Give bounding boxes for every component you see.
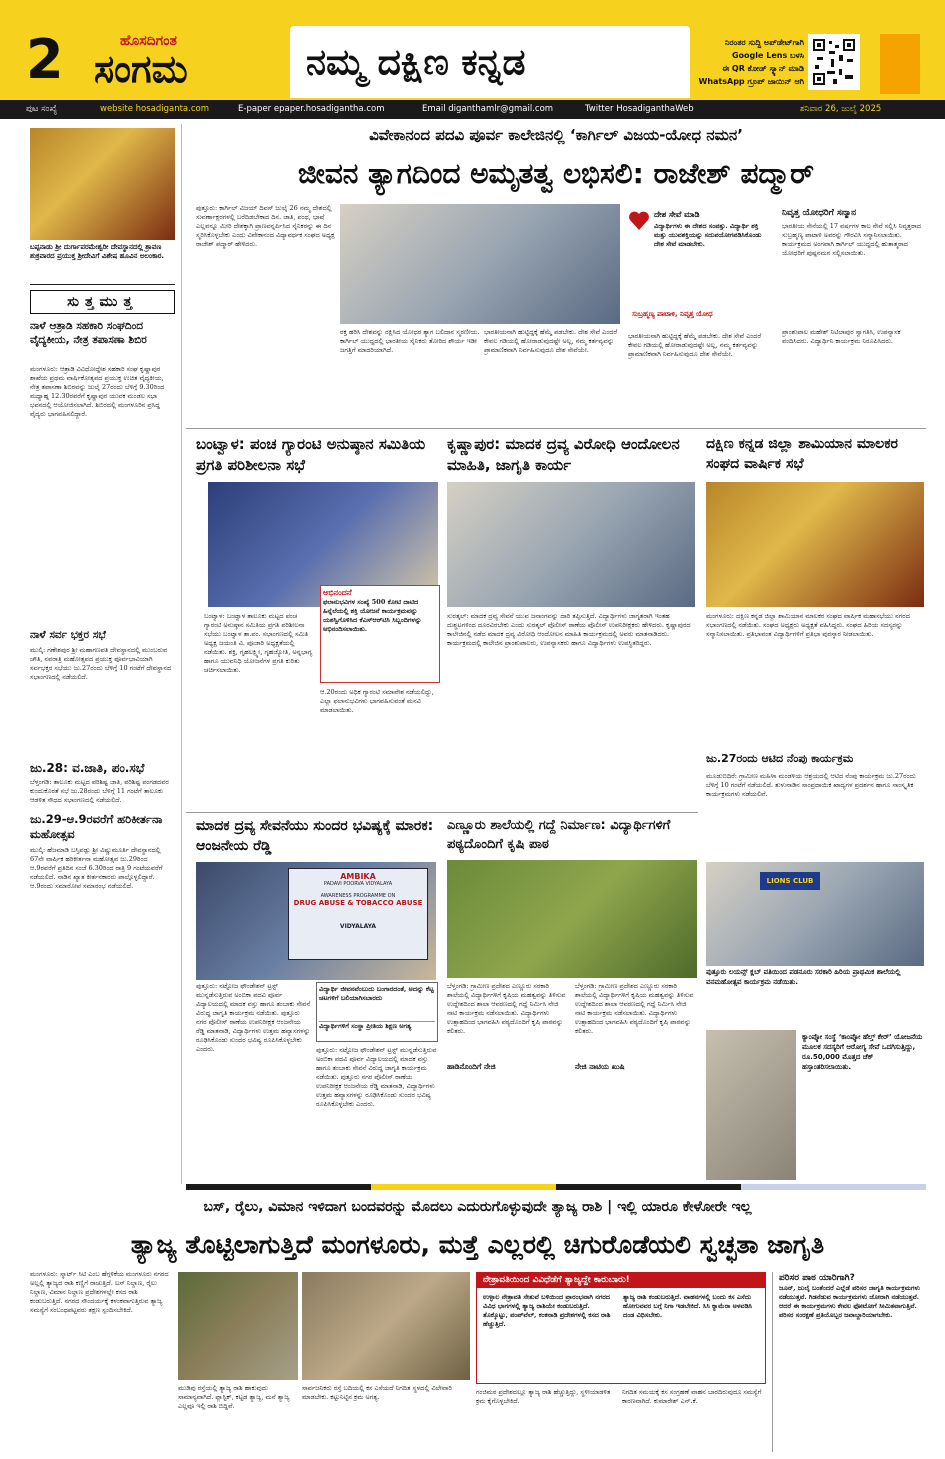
krishnapura-photo xyxy=(447,482,695,607)
brief-3-title: ಜು.28: ವ.ಜಾತಿ, ಪಂ.ಸಭೆ xyxy=(30,761,145,775)
lead-headline: ಜೀವನ ತ್ಯಾಗದಿಂದ ಅಮೃತತ್ವ ಲಭಿಸಲಿ: ರಾಜೇಶ್ ಪದ್ಮಾರ್ xyxy=(297,157,815,190)
epaper-link[interactable]: E-paper epaper.hosadigantha.com xyxy=(238,104,385,114)
banner-main: DRUG ABUSE & TOBACCO ABUSE xyxy=(293,899,423,907)
bottom-inset-body-1: ಉಳ್ಳಾಲ ನೇತ್ರಾವತಿ ಸೇತುವೆ ಬಳಿಯಿಂದ ಪ್ರಾರಂಭವಾಗಿ ನಗರದ ವಿವಿಧ ಭಾಗಗಳಲ್ಲಿ ತ್ಯಾಜ್ಯ ರಾಶಿಯೇ ಕಂಡುಬರುತ್ತಿದೆ. ತೊಕ್ಕೊಟ್ಟು, ಪಂಪ್‌ವೆಲ್, ಕಂಕನಾಡಿ ಪ್ರದೇಶಗಳಲ್ಲಿ ಕಸದ ರಾಶಿ ಹೆಚ್ಚುತ್ತಿದೆ. xyxy=(483,1293,611,1328)
qr-text-4: WhatsApp ಗ್ರೂಪ್ ಜಾಯಿನ್ ಆಗಿ xyxy=(698,77,804,86)
bottom-body-2: ಮುಡಿಪು ರಸ್ತೆಯಲ್ಲಿ ತ್ಯಾಜ್ಯ ರಾಶಿ ಹಾಕುವುದು ಸಾಮಾನ್ಯವಾಗಿದೆ. ಪ್ಲಾಸ್ಟಿಕ್, ಕಟ್ಟಡ ತ್ಯಾಜ್ಯ, ಮನೆ ತ್ಯಾಜ್ಯ ಎಲ್ಲವೂ ಇಲ್ಲಿ ರಾಶಿ ಬಿದ್ದಿವೆ. xyxy=(178,1384,290,1410)
brief-2-title: ನಾಳೆ ಸರ್ವ ಭಕ್ತರ ಸಭೆ xyxy=(30,629,106,641)
lead-inset xyxy=(628,208,768,328)
shamiyana-body: ಮಂಗಳೂರು: ದಕ್ಷಿಣ ಕನ್ನಡ ಜಿಲ್ಲಾ ಶಾಮಿಯಾನ ಮಾಲಕರ ಸಂಘದ ವಾರ್ಷಿಕ ಮಹಾಸಭೆಯು ನಗರದ ಸಭಾಂಗಣದಲ್ಲಿ ನಡೆಯಿತು. ಸಂಘದ ಅಧ್ಯಕ್ಷರು ಅಧ್ಯಕ್ಷತೆ ವಹಿಸಿದ್ದರು. ಸಂಘದ ಹಿರಿಯ ಸದಸ್ಯರನ್ನು ಸನ್ಮಾನಿಸಲಾಯಿತು. ಪ್ರತಿಭಾವಂತ ವಿದ್ಯಾರ್ಥಿಗಳಿಗೆ ಪ್ರತಿಭಾ ಪುರಸ್ಕಾರ ನೀಡಲಾಯಿತು. xyxy=(706,612,910,638)
region-title: ನಮ್ಮ ದಕ್ಷಿಣ ಕನ್ನಡ xyxy=(306,42,526,83)
page-number: 2 xyxy=(26,28,64,91)
banner-small: AWARENESS PROGRAMME ON xyxy=(320,893,396,899)
waste-photo-1 xyxy=(178,1272,298,1380)
lead-side-body-2: ಪ್ರಾಂಶುಪಾಲ ಮಹೇಶ್ ನಿಟಿಲಾಪುರ ಸ್ವಾಗತಿಸಿ, ಉಪನ್ಯಾಸಕ ವಂದಿಸಿದರು. ವಿದ್ಯಾರ್ಥಿನಿ ಕಾರ್ಯಕ್ರಮ ನಿರೂಪಿಸಿದರು. xyxy=(782,328,901,345)
lead-photo xyxy=(340,204,620,324)
drug-body: ಪುತ್ತೂರು: ನಟ್ಟೋಜ ಫೌಂಡೇಶನ್ ಟ್ರಸ್ಟ್ ಮುನ್ನಡೆಸುತ್ತಿರುವ ಅಂಬಿಕಾ ಪದವಿ ಪೂರ್ವ ವಿದ್ಯಾಲಯದಲ್ಲಿ ಮಾದಕ ವಸ್ತು ಹಾಗೂ ತಂಬಾಕು ಸೇವನೆ ವಿರುದ್ಧ ಜಾಗೃತಿ ಕಾರ್ಯಕ್ರಮ ನಡೆಯಿತು. ಪುತ್ತೂರು ನಗರ ಪೊಲೀಸ್ ಠಾಣೆಯ ಉಪನಿರೀಕ್ಷಕ ಆಂಜನೇಯ ರೆಡ್ಡಿ ಮಾತನಾಡಿ, ವಿದ್ಯಾರ್ಥಿಗಳು ಉತ್ತಮ ಹವ್ಯಾಸಗಳನ್ನು ರೂಢಿಸಿಕೊಂಡು ಸುಂದರ ಭವಿಷ್ಯ ರೂಪಿಸಿಕೊಳ್ಳಬೇಕು ಎಂದರು. xyxy=(196,982,311,1053)
qr-text-1: ನಿರಂತರ ಸುದ್ದಿ ಅಪ್‌ಡೇಟ್‌ಗಾಗಿ xyxy=(724,38,804,47)
bottom-side xyxy=(772,1272,925,1452)
bottom-inset xyxy=(476,1272,766,1384)
qr-code-icon[interactable] xyxy=(808,34,860,90)
bottom-side-title: ಪರಿಸರ ಪಾಠ ಯಾರಿಗಾಗಿ? xyxy=(779,1273,855,1283)
shamiyana-photo xyxy=(706,482,924,607)
lead-inset-title: ದೇಶ ಸೇವೆ ಮಾಡಿ xyxy=(654,210,700,219)
drug-bullet-2: ವಿದ್ಯಾರ್ಥಿಗಳಿಗೆ ಸಂಸ್ಥಾ ಪ್ರೀತಿಯ ಶಿಕ್ಷಣ ಅಗತ್ಯ xyxy=(319,1021,435,1039)
website-link[interactable]: website hosadiganta.com xyxy=(100,104,210,114)
bantwal-title: ಬಂಟ್ವಾಳ: ಪಂಚ ಗ್ಯಾರಂಟಿ ಅನುಷ್ಠಾನ ಸಮಿತಿಯ ಪ್ರಗತಿ ಪರಿಶೀಲನಾ ಸಭೆ xyxy=(196,435,426,474)
column-divider xyxy=(181,124,182,1184)
temple-photo-caption: ಬಪ್ಪನಾಡು ಶ್ರೀ ದುರ್ಗಾಪರಮೇಶ್ವರೀ ದೇವಸ್ಥಾನದಲ್ಲಿ ಶ್ರಾವಣ ಶುಕ್ರವಾರದ ಪ್ರಯುಕ್ತ ಶ್ರೀದೇವಿಗೆ ವಿಶೇಷ ಹೂವಿನ ಅಲಂಕಾರ. xyxy=(30,243,165,260)
divider xyxy=(30,284,175,285)
ennur-body-2: ಬೆಳ್ತಂಗಡಿ: ಗ್ರಾಮೀಣ ಪ್ರದೇಶದ ಎಣ್ಣೂರು ಸರಕಾರಿ ಶಾಲೆಯಲ್ಲಿ ವಿದ್ಯಾರ್ಥಿಗಳಿಗೆ ಕೃಷಿಯ ಮಹತ್ವವನ್ನು ತಿಳಿಸುವ ಉದ್ದೇಶದಿಂದ ಶಾಲಾ ಆವರಣದಲ್ಲಿ ಗದ್ದೆ ನಿರ್ಮಿಸಿ ನೇಜಿ ನಾಟಿ ಕಾರ್ಯಕ್ರಮ ನಡೆಸಲಾಯಿತು. ವಿದ್ಯಾರ್ಥಿಗಳು ಉತ್ಸಾಹದಿಂದ ಭಾಗವಹಿಸಿ ಪಠ್ಯದೊಂದಿಗೆ ಕೃಷಿ ಪಾಠವನ್ನು ಕಲಿತರು. xyxy=(575,982,694,1035)
banner-foot: VIDYALAYA xyxy=(339,923,377,930)
shamiyana-sub-title: ಜು.27ರಂದು ಆಟಿದ ನೆಂಪು ಕಾರ್ಯಕ್ರಮ xyxy=(706,752,854,765)
issue-date: ಶನಿವಾರ 26, ಜುಲೈ 2025 xyxy=(800,104,882,114)
brand-name: ಹೊಸದಿಗಂತ xyxy=(120,33,177,49)
shamiyana-sub-body: ಮೂಡುಬಿದಿರೆ: ಗ್ರಾಮೀಣ ಮಹಿಳಾ ಮಂಡಳಿಯ ಆಶ್ರಯದಲ್ಲಿ ಆಟಿದ ನೆಂಪು ಕಾರ್ಯಕ್ರಮ ಜು.27ರಂದು ಬೆಳಿಗ್ಗೆ 10 ಗಂಟೆಗೆ ನಡೆಯಲಿದೆ. ತುಳುನಾಡಿನ ಸಾಂಪ್ರದಾಯಿಕ ಖಾದ್ಯಗಳ ಪ್ರದರ್ಶನ ಹಾಗೂ ಸಾಂಸ್ಕೃತಿಕ ಕಾರ್ಯಕ್ರಮಗಳು ನಡೆಯಲಿವೆ. xyxy=(706,772,916,798)
bottom-body-5: ನಿಗದಿತ ಸಮಯಕ್ಕೆ ಕಸ ಸಂಗ್ರಹಣೆ ವಾಹನ ಬಾರದಿರುವುದೂ ಸಮಸ್ಯೆಗೆ ಕಾರಣವಾಗಿದೆ. ಕುಮಾರೇಶ್ ಎನ್.ಕೆ. xyxy=(622,1388,762,1405)
bottom-side-body: ಜೂನ್, ಜುಲೈ ಬಂತೆಂದರೆ ಎಲ್ಲೆಡೆ ಪರಿಸರ ಜಾಗೃತಿ ಕಾರ್ಯಕ್ರಮಗಳು ನಡೆಯುತ್ತವೆ. ಗಿಡನೆಡುವ ಕಾರ್ಯಕ್ರಮಗಳು ಜೋರಾಗಿ ನಡೆಯುತ್ತವೆ. ಆದರೆ ಈ ಕಾರ್ಯಕ್ರಮಗಳು ಕೇವಲ ಫೋಟೋಗೆ ಸೀಮಿತವಾಗುತ್ತಿವೆ. ಪರಿಸರ ಸಂರಕ್ಷಣೆ ಪ್ರತಿಯೊಬ್ಬರ ಜವಾಬ್ದಾರಿಯಾಗಬೇಕು. xyxy=(779,1284,920,1319)
lead-inset-body: ವಿದ್ಯಾರ್ಥಿಗಳು ಈ ದೇಶದ ಸಂಪತ್ತು. ವಿದ್ಯಾರ್ಥಿ ಶಕ್ತಿ ಮತ್ತು ಯುವಶಕ್ತಿಯನ್ನು ಸದುಪಯೋಗಪಡಿಸಿಕೊಂಡು ದೇಶ ಸೇವೆ ಮಾಡಬೇಕು. xyxy=(654,222,762,248)
bottom-inset-title: ನೇತ್ರಾವತಿಯಿಂದ ವಿವಿಧೆಡೆಗೆ ತ್ಯಾಜ್ಯದ್ದೇ ಕಾರುಬಾರು! xyxy=(477,1273,765,1288)
bottom-body-4: ಗಂಜಿಮಠ ಪ್ರದೇಶದಲ್ಲೂ ತ್ಯಾಜ್ಯ ರಾಶಿ ಹೆಚ್ಚುತ್ತಿದ್ದು, ಸ್ಥಳೀಯಾಡಳಿತ ಕ್ರಮ ಕೈಗೊಳ್ಳಬೇಕಿದೆ. xyxy=(476,1388,611,1405)
krishnapura-body: ಸುರತ್ಕಲ್: ಮಾದಕ ದ್ರವ್ಯ ಸೇವನೆ ಯುವ ಜನಾಂಗವನ್ನು ದಾರಿ ತಪ್ಪಿಸುತ್ತಿದೆ. ವಿದ್ಯಾರ್ಥಿಗಳು ಜಾಗೃತರಾಗಿ ಇಂತಹ ದುಶ್ಚಟಗಳಿಂದ ದೂರವಿರಬೇಕು ಎಂದು ಸುರತ್ಕಲ್ ಪೊಲೀಸ್ ಠಾಣೆಯ ಪೊಲೀಸ್ ಉಪನಿರೀಕ್ಷಕರು ಹೇಳಿದರು. ಕೃಷ್ಣಾಪುರದ ಕಾಲೇಜಿನಲ್ಲಿ ನಡೆದ ಮಾದಕ ದ್ರವ್ಯ ವಿರೋಧಿ ಆಂದೋಲನ ಮಾಹಿತಿ ಕಾರ್ಯಕ್ರಮದಲ್ಲಿ ಅವರು ಮಾತನಾಡಿದರು. ಕಾರ್ಯಕ್ರಮದಲ್ಲಿ ಕಾಲೇಜಿನ ಪ್ರಾಂಶುಪಾಲರು, ಉಪನ್ಯಾಸಕರು ಹಾಗೂ ವಿದ್ಯಾರ್ಥಿಗಳು ಉಪಸ್ಥಿತರಿದ್ದರು. xyxy=(447,612,691,647)
ennur-photo xyxy=(447,860,697,978)
lead-body-3b: ಭಾರತೀಯನಾಗಿ ಹುಟ್ಟಿದ್ದಕ್ಕೆ ಹೆಮ್ಮೆ ಪಡಬೇಕು. ದೇಶ ಸೇವೆ ಎಂದರೆ ಕೇವಲ ಗಡಿಯಲ್ಲಿ ಹೋರಾಡುವುದಷ್ಟೇ ಅಲ್ಲ, ನಮ್ಮ ಕರ್ತವ್ಯವನ್ನು ಪ್ರಾಮಾಣಿಕವಾಗಿ ನಿರ್ವಹಿಸುವುದೂ ದೇಶ ಸೇವೆಯೇ. xyxy=(628,332,762,358)
banner-sub: PADAVI POORVA VIDYALAYA xyxy=(323,881,393,887)
lead-body-2: ರಕ್ತ ಹರಿಸಿ ದೇಶವನ್ನು ರಕ್ಷಿಸಿದ ಯೋಧರ ತ್ಯಾಗ ಬಲಿದಾನ ಸ್ಮರಣೀಯ. ಕಾರ್ಗಿಲ್ ಯುದ್ಧದಲ್ಲಿ ಭಾರತೀಯ ಸೈನಿಕರು ತೋರಿದ ಶೌರ್ಯ ಇಡೀ ಜಗತ್ತಿಗೆ ಮಾದರಿಯಾಗಿದೆ. xyxy=(340,328,480,354)
qr-text-block xyxy=(692,36,804,88)
heart-icon xyxy=(628,210,650,232)
lead-side-body: ಭಾರತೀಯ ಸೇನೆಯಲ್ಲಿ 17 ವರ್ಷಗಳ ಕಾಲ ಸೇವೆ ಸಲ್ಲಿಸಿ ನಿವೃತ್ತರಾದ ಸುಬ್ರಹ್ಮಣ್ಯ ಪಾಟಾಳಿ ಅವರನ್ನು ಗೌರವಿಸಿ ಸನ್ಮಾನಿಸಲಾಯಿತು. ಕಾರ್ಯಕ್ರಮದ ಅಂಗವಾಗಿ ಕಾರ್ಗಿಲ್ ಯುದ್ಧದಲ್ಲಿ ಹುತಾತ್ಮರಾದ ಯೋಧರಿಗೆ ಪುಷ್ಪನಮನ ಸಲ್ಲಿಸಲಾಯಿತು. xyxy=(782,222,922,257)
lead-body-1: ಪುತ್ತೂರು: ಕಾರ್ಗಿಲ್ ವಿಜಯ್ ದಿವಸ್ ಜುಲೈ 26 ನಮ್ಮ ದೇಶದಲ್ಲಿ ಸುವರ್ಣಾಕ್ಷರಗಳಲ್ಲಿ ಬರೆದಿಡಬೇಕಾದ ದಿನ. ಜಾತಿ, ಪಂಥ, ಭಾಷೆ ಎಲ್ಲವನ್ನೂ ಮೀರಿ ದೇಶಕ್ಕಾಗಿ ಪ್ರಾಣವನ್ನರ್ಪಿಸಿದ ಸೈನಿಕರನ್ನು ಈ ದಿನ ಸ್ಮರಿಸಿಕೊಳ್ಳಬೇಕು ಎಂದು ವಿವೇಕಾನಂದ ವಿದ್ಯಾವರ್ಧಕ ಸಂಘದ ಅಧ್ಯಕ್ಷ ರಾಜೇಶ್ ಪದ್ಮಾರ್ ಹೇಳಿದರು. xyxy=(196,204,335,248)
supplement-title: ಸಂಗಮ xyxy=(94,47,188,91)
lions-banner: LIONS CLUB xyxy=(760,872,820,890)
drug-bullets xyxy=(316,982,438,1042)
qr-text-3: ಈ QR ಕೋಡ್ ಸ್ಕ್ಯಾನ್ ಮಾಡಿ xyxy=(722,64,804,73)
waste-photo-2 xyxy=(302,1272,470,1380)
page-count-label: ಪುಟ ಸಂಖ್ಯೆ xyxy=(26,104,58,114)
bottom-inset-body-2: ತ್ಯಾಜ್ಯ ರಾಶಿ ಕಂಡುಬರುತ್ತಿದೆ. ವಾಹನಗಳಲ್ಲಿ ಬಂದು ಕಸ ಎಸೆದು ಹೋಗುವವರ ಬಗ್ಗೆ ನಿಗಾ ಇಡಬೇಕಿದೆ. ಸಿಸಿ ಕ್ಯಾಮೆರಾ ಅಳವಡಿಸಿ ದಂಡ ವಿಧಿಸಬೇಕು. xyxy=(623,1293,753,1319)
info-bar xyxy=(0,100,945,119)
lead-inset-author: ಸುಬ್ರಹ್ಮಣ್ಯ ಪಾಟಾಳಿ, ನಿವೃತ್ತ ಯೋಧ xyxy=(632,310,713,318)
brief-1-body: ಮಂಗಳೂರು: ಆತ್ರಾಡಿ ವಿವಿಧೋದ್ದೇಶ ಸಹಕಾರಿ ಸಂಘ ಕೃಷ್ಣಾಪುರ ಶಾಖೆಯ ಪ್ರಥಮ ವಾರ್ಷಿಕೋತ್ಸವದ ಪ್ರಯುಕ್ತ ಉಚಿತ ವೈದ್ಯಕೀಯ, ನೇತ್ರ ತಪಾಸಣಾ ಶಿಬಿರವನ್ನು ಜುಲೈ 27ರಂದು ಬೆಳಿಗ್ಗೆ 9.30ರಿಂದ ಮಧ್ಯಾಹ್ನ 12.30ರವರೆಗೆ ಕೃಷ್ಣಾಪುರ ಯುವಕ ಮಂಡಲ ಸಭಾ ಭವನದಲ್ಲಿ ಆಯೋಜಿಸಲಾಗಿದೆ. ಶಿಬಿರದಲ್ಲಿ ಮಂಗಳೂರಿನ ಪ್ರಸಿದ್ಧ ವೈದ್ಯರು ಭಾಗವಹಿಸಲಿದ್ದಾರೆ. xyxy=(30,365,165,418)
banner-name: AMBIKA xyxy=(340,872,376,881)
bantwal-body-2: ಆ.20ರಂದು ಅಧಿಕ ಗ್ಯಾರಂಟಿ ಸಮಾವೇಶ ನಡೆಯಲಿದ್ದು, ಎಲ್ಲಾ ಫಲಾನುಭವಿಗಳು ಭಾಗವಹಿಸುವಂತೆ ಮನವಿ ಮಾಡಲಾಯಿತು. xyxy=(320,688,434,714)
masthead-accent-block xyxy=(880,34,920,94)
krishnapura-title: ಕೃಷ್ಣಾಪುರ: ಮಾದಕ ದ್ರವ್ಯ ವಿರೋಧಿ ಆಂದೋಲನ ಮಾಹಿತಿ, ಜಾಗೃತಿ ಕಾರ್ಯ xyxy=(447,435,680,474)
bantwal-inset-title: ಅಭಿನಂದನೆ xyxy=(323,588,352,597)
lions-caption: ಪುತ್ತೂರು ಲಯನ್ಸ್ ಕ್ಲಬ್ ವತಿಯಿಂದ ಪಡನೂರು ಸರಕಾರಿ ಹಿರಿಯ ಪ್ರಾಥಮಿಕ ಶಾಲೆಯಲ್ಲಿ ವನಮಹೋತ್ಸವ ಕಾರ್ಯಕ್ರಮ ನಡೆಯಿತು. xyxy=(706,968,901,986)
twitter-link[interactable]: Twitter HosadiganthaWeb xyxy=(585,104,694,114)
qr-text-2: Google Lens ಬಳಸಿ xyxy=(731,51,804,60)
brief-3-body: ಬೆಳ್ತಂಗಡಿ: ತಾಲೂಕು ಮಟ್ಟದ ಪರಿಶಿಷ್ಟ ಜಾತಿ, ಪರಿಶಿಷ್ಟ ಪಂಗಡದವರ ಕುಂದುಕೊರತೆ ಸಭೆ ಜು.28ರಂದು ಬೆಳಿಗ್ಗೆ 11 ಗಂಟೆಗೆ ತಾಲೂಕು ಆಡಳಿತ ಸೌಧದ ಸಭಾಂಗಣದಲ್ಲಿ ನಡೆಯಲಿದೆ. xyxy=(30,778,169,803)
bottom-body-3: ಸಾರ್ವಜನಿಕರು ರಸ್ತೆ ಬದಿಯಲ್ಲಿ ಕಸ ಎಸೆಯದೆ ನಿಗದಿತ ಸ್ಥಳದಲ್ಲಿ ವಿಲೇವಾರಿ ಮಾಡಬೇಕು. ಕಟ್ಟುನಿಟ್ಟಿನ ಕ್ರಮ ಅಗತ್ಯ. xyxy=(302,1384,452,1401)
drug-banner xyxy=(288,868,428,960)
ennur-body: ಬೆಳ್ತಂಗಡಿ: ಗ್ರಾಮೀಣ ಪ್ರದೇಶದ ಎಣ್ಣೂರು ಸರಕಾರಿ ಶಾಲೆಯಲ್ಲಿ ವಿದ್ಯಾರ್ಥಿಗಳಿಗೆ ಕೃಷಿಯ ಮಹತ್ವವನ್ನು ತಿಳಿಸುವ ಉದ್ದೇಶದಿಂದ ಶಾಲಾ ಆವರಣದಲ್ಲಿ ಗದ್ದೆ ನಿರ್ಮಿಸಿ ನೇಜಿ ನಾಟಿ ಕಾರ್ಯಕ್ರಮ ನಡೆಸಲಾಯಿತು. ವಿದ್ಯಾರ್ಥಿಗಳು ಉತ್ಸಾಹದಿಂದ ಭಾಗವಹಿಸಿ ಪಠ್ಯದೊಂದಿಗೆ ಕೃಷಿ ಪಾಠವನ್ನು ಕಲಿತರು. xyxy=(447,982,566,1035)
bottom-headline: ತ್ಯಾಜ್ಯ ತೊಟ್ಟಿಲಾಗುತ್ತಿದೆ ಮಂಗಳೂರು, ಮತ್ತೆ ಎಲ್ಲರಲ್ಲಿ ಚಿಗುರೊಡೆಯಲಿ ಸ್ವಚ್ಛತಾ ಜಾಗೃತಿ xyxy=(130,1230,825,1259)
shamiyana-title: ದಕ್ಷಿಣ ಕನ್ನಡ ಜಿಲ್ಲಾ ಶಾಮಿಯಾನ ಮಾಲಕರ ಸಂಘದ ವಾರ್ಷಿಕ ಸಭೆ xyxy=(706,436,898,472)
bottom-body-left: ಮಂಗಳೂರು: ಸ್ಮಾರ್ಟ್ ಸಿಟಿ ಎಂಬ ಹೆಗ್ಗಳಿಕೆಯ ಮಂಗಳೂರು ನಗರದ ಅಲ್ಲಲ್ಲಿ ತ್ಯಾಜ್ಯದ ರಾಶಿ ಕಣ್ಣಿಗೆ ರಾಚುತ್ತಿದೆ. ಬಸ್ ನಿಲ್ದಾಣ, ರೈಲು ನಿಲ್ದಾಣ, ವಿಮಾನ ನಿಲ್ದಾಣ ಪ್ರದೇಶಗಳಲ್ಲೇ ಕಸದ ರಾಶಿ ಕಂಡುಬರುತ್ತಿದೆ. ನಗರದ ಸೌಂದರ್ಯಕ್ಕೆ ಕಳಂಕವಾಗುತ್ತಿರುವ ತ್ಯಾಜ್ಯ ಸಮಸ್ಯೆಗೆ ಸಂಬಂಧಪಟ್ಟವರು ತಕ್ಷಣ ಸ್ಪಂದಿಸಬೇಕಿದೆ. xyxy=(30,1270,169,1314)
bantwal-inset-body: ಫಲಾನುಭವಿಗಳ ಸಂಖ್ಯೆ 500 ಕೋಟಿ ದಾಟಿದ ಹಿನ್ನೆಲೆಯಲ್ಲಿ ಶಕ್ತಿ ಯೋಜನೆ ಕಾರ್ಯಕ್ರಮವನ್ನು ಯಶಸ್ವಿಗೊಳಿಸಿದ ಕೆಎಸ್‌ಆರ್‌ಟಿಸಿ ಸಿಬ್ಬಂದಿಗಳನ್ನು ಅಭಿನಂದಿಸಲಾಯಿತು. xyxy=(323,598,422,633)
lead-kicker: ವಿವೇಕಾನಂದ ಪದವಿ ಪೂರ್ವ ಕಾಲೇಜಿನಲ್ಲಿ ‘ಕಾರ್ಗಿಲ್ ವಿಜಯ-ಯೋಧ ನಮನ’ xyxy=(369,126,743,144)
bantwal-inset xyxy=(320,585,440,683)
campco-caption: ಕ್ಯಾಂಪ್ಕೋ ಸಂಸ್ಥೆ ‘ಕಾಂಪ್ಕೋ ಹೆಲ್ತ್ ಕೇರ್’ ಯೋಜನೆಯ ಮೂಲಕ ಸದಸ್ಯರಿಗೆ ಆರೋಗ್ಯ ಸೇವೆ ಒದಗಿಸುತ್ತಿದ್ದು, ರೂ.50,000 ಮೊತ್ತದ ಚೆಕ್ ಹಸ್ತಾಂತರಿಸಲಾಯಿತು. xyxy=(802,1033,923,1071)
brief-4-title: ಜು.29-ಆ.9ರವರೆಗೆ ಹರಿಕೀರ್ತನಾ ಮಹೋತ್ಸವ xyxy=(30,812,163,841)
separator xyxy=(186,428,926,429)
divider-strip xyxy=(186,1184,926,1190)
brief-4-body: ಮುಲ್ಕಿ: ಹೆಜಮಾಡಿ ಬಸ್ತಿಪಡ್ಪು ಶ್ರೀ ವಿಷ್ಣುಮೂರ್ತಿ ದೇವಸ್ಥಾನದಲ್ಲಿ 67ನೇ ವಾರ್ಷಿಕ ಹರಿಕೀರ್ತನಾ ಮಹೋತ್ಸವ ಜು.29ರಿಂದ ಆ.9ರವರೆಗೆ ಪ್ರತಿದಿನ ಸಂಜೆ 6.30ರಿಂದ ರಾತ್ರಿ 9 ಗಂಟೆಯವರೆಗೆ ನಡೆಯಲಿದೆ. ನಾಡಿನ ಖ್ಯಾತ ಕೀರ್ತನಕಾರರು ಪಾಲ್ಗೊಳ್ಳಲಿದ್ದಾರೆ. ಆ.9ರಂದು ಸಮಾರೋಪ ಸಮಾರಂಭ ನಡೆಯಲಿದೆ. xyxy=(30,846,163,890)
separator xyxy=(186,812,698,813)
email-link[interactable]: Email diganthamlr@gmail.com xyxy=(422,104,554,114)
ennur-subhead-2: ನೇಜಿ ನಾಟಿಯ ಖುಷಿ xyxy=(575,1062,697,1072)
drug-photo xyxy=(196,862,436,980)
lead-side-title: ನಿವೃತ್ತ ಯೋಧರಿಗೆ ಸನ್ಮಾನ xyxy=(782,208,857,218)
drug-bullet-1: ವಿದ್ಯಾರ್ಥಿ ಜೀವನವೆಂಬುದು ಬಂಗಾರದಂತೆ, ಅದನ್ನು ಕೆಟ್ಟ ಚಟಗಳಿಗೆ ಬಲಿಯಾಗಿಸಬಾರದು xyxy=(319,985,434,1002)
brief-2-body: ಮುಲ್ಕಿ: ಗಣೇಶಪುರ ಶ್ರೀ ಮಹಾಗಣಪತಿ ದೇವಸ್ಥಾನದಲ್ಲಿ ಮುಂಬರುವ ಚೌತಿ, ನವರಾತ್ರಿ ಮಹೋತ್ಸವದ ಪ್ರಯುಕ್ತ ಪೂರ್ವಭಾವಿಯಾಗಿ ಸರ್ವಭಕ್ತರ ಸಭೆಯು ಜು.27ರಂದು ಬೆಳಿಗ್ಗೆ 10 ಗಂಟೆಗೆ ದೇವಸ್ಥಾನದ ಸಭಾಂಗಣದಲ್ಲಿ ನಡೆಯಲಿದೆ. xyxy=(30,646,172,681)
bottom-kicker: ಬಸ್, ರೈಲು, ವಿಮಾನ ಇಳಿದಾಗ ಬಂದವರನ್ನು ಮೊದಲು ಎದುರುಗೊಳ್ಳುವುದೇ ತ್ಯಾಜ್ಯ ರಾಶಿ | ಇಲ್ಲಿ ಯಾರೂ ಕೇಳೋರೇ ಇಲ್ಲ xyxy=(203,1199,752,1215)
drug-title: ಮಾದಕ ದ್ರವ್ಯ ಸೇವನೆಯು ಸುಂದರ ಭವಿಷ್ಯಕ್ಕೆ ಮಾರಕ: ಆಂಜನೇಯ ರೆಡ್ಡಿ xyxy=(196,818,434,854)
ennur-subhead-1: ಹಾಡಿನೊಂದಿಗೆ ನೇಜಿ xyxy=(447,1062,496,1071)
temple-photo xyxy=(30,128,175,240)
lead-body-3: ಭಾರತೀಯನಾಗಿ ಹುಟ್ಟಿದ್ದಕ್ಕೆ ಹೆಮ್ಮೆ ಪಡಬೇಕು. ದೇಶ ಸೇವೆ ಎಂದರೆ ಕೇವಲ ಗಡಿಯಲ್ಲಿ ಹೋರಾಡುವುದಷ್ಟೇ ಅಲ್ಲ, ನಮ್ಮ ಕರ್ತವ್ಯವನ್ನು ಪ್ರಾಮಾಣಿಕವಾಗಿ ನಿರ್ವಹಿಸುವುದೂ ದೇಶ ಸೇವೆಯೇ. xyxy=(484,328,618,354)
section-label: ಸುತ್ತಮುತ್ತ xyxy=(67,294,138,310)
ennur-title: ಎಣ್ಣೂರು ಶಾಲೆಯಲ್ಲಿ ಗದ್ದೆ ನಿರ್ಮಾಣ: ವಿದ್ಯಾರ್ಥಿಗಳಿಗೆ ಪಠ್ಯದೊಂದಿಗೆ ಕೃಷಿ ಪಾಠ xyxy=(447,818,671,852)
campco-photo xyxy=(706,1030,796,1180)
drug-body-2: ಪುತ್ತೂರು: ನಟ್ಟೋಜ ಫೌಂಡೇಶನ್ ಟ್ರಸ್ಟ್ ಮುನ್ನಡೆಸುತ್ತಿರುವ ಅಂಬಿಕಾ ಪದವಿ ಪೂರ್ವ ವಿದ್ಯಾಲಯದಲ್ಲಿ ಮಾದಕ ವಸ್ತು ಹಾಗೂ ತಂಬಾಕು ಸೇವನೆ ವಿರುದ್ಧ ಜಾಗೃತಿ ಕಾರ್ಯಕ್ರಮ ನಡೆಯಿತು. ಪುತ್ತೂರು ನಗರ ಪೊಲೀಸ್ ಠಾಣೆಯ ಉಪನಿರೀಕ್ಷಕ ಆಂಜನೇಯ ರೆಡ್ಡಿ ಮಾತನಾಡಿ, ವಿದ್ಯಾರ್ಥಿಗಳು ಉತ್ತಮ ಹವ್ಯಾಸಗಳನ್ನು ರೂಢಿಸಿಕೊಂಡು ಸುಂದರ ಭವಿಷ್ಯ ರೂಪಿಸಿಕೊಳ್ಳಬೇಕು ಎಂದರು. xyxy=(316,1046,437,1108)
section-label-box xyxy=(30,290,175,314)
bantwal-body: ಬಂಟ್ವಾಳ: ಬಂಟ್ವಾಳ ತಾಲೂಕು ಮಟ್ಟದ ಪಂಚ ಗ್ಯಾರಂಟಿ ಅನುಷ್ಠಾನ ಸಮಿತಿಯ ಪ್ರಗತಿ ಪರಿಶೀಲನಾ ಸಭೆಯು ಬಂಟ್ವಾಳ ತಾ.ಪಂ. ಸಭಾಂಗಣದಲ್ಲಿ ಸಮಿತಿ ಅಧ್ಯಕ್ಷ ಜಯಂತಿ ವಿ. ಪೂಜಾರಿ ಅಧ್ಯಕ್ಷತೆಯಲ್ಲಿ ನಡೆಯಿತು. ಶಕ್ತಿ, ಗೃಹಲಕ್ಷ್ಮೀ, ಗೃಹಜ್ಯೋತಿ, ಅನ್ನಭಾಗ್ಯ ಹಾಗೂ ಯುವನಿಧಿ ಯೋಜನೆಗಳ ಪ್ರಗತಿ ಕುರಿತು ಚರ್ಚಿಸಲಾಯಿತು. xyxy=(204,612,313,674)
brief-1-title: ನಾಳೆ ಆತ್ರಾಡಿ ಸಹಕಾರಿ ಸಂಘದಿಂದ ವೈದ್ಯಕೀಯ, ನೇತ್ರ ತಪಾಸಣಾ ಶಿಬಿರ xyxy=(30,320,147,346)
